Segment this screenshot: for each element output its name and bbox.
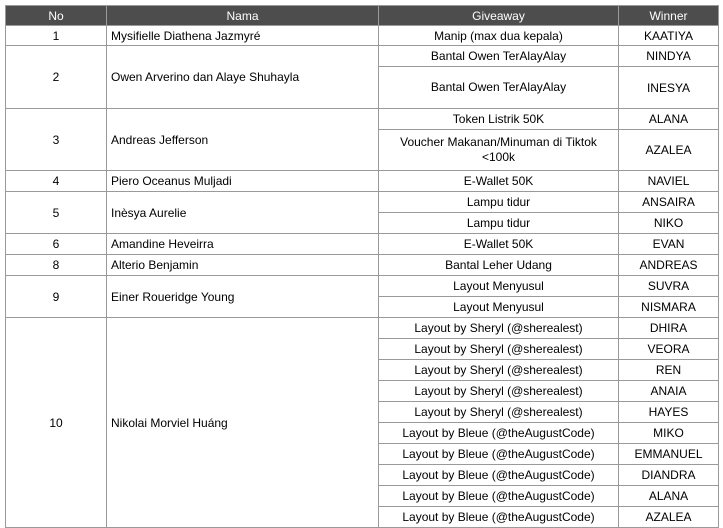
table-header [6, 6, 719, 26]
winner-name: NAVIEL [619, 171, 719, 192]
giveaway-item: Layout by Sheryl (@sherealest) [379, 402, 619, 423]
winner-name: ANAIA [619, 381, 719, 402]
participant-name: Nikolai Morviel Huáng [107, 318, 379, 528]
winner-name: NIKO [619, 213, 719, 234]
table-row [6, 234, 719, 255]
row-number: 10 [6, 318, 107, 528]
row-number: 5 [6, 192, 107, 234]
giveaway-item: Layout by Sheryl (@sherealest) [379, 318, 619, 339]
winner-name: SUVRA [619, 276, 719, 297]
winner-name: AZALEA [619, 507, 719, 528]
winner-name: NINDYA [619, 46, 719, 67]
giveaway-item: Layout Menyusul [379, 276, 619, 297]
header-giveaway: Giveaway [379, 6, 619, 26]
giveaway-table [5, 5, 719, 528]
row-number: 3 [6, 109, 107, 171]
winner-name: ALANA [619, 486, 719, 507]
winner-name: DIANDRA [619, 465, 719, 486]
giveaway-item: Lampu tidur [379, 213, 619, 234]
giveaway-item: Bantal Leher Udang [379, 255, 619, 276]
winner-name: ALANA [619, 109, 719, 130]
header-winner: Winner [619, 6, 719, 26]
participant-name: Einer Roueridge Young [107, 276, 379, 318]
row-number: 2 [6, 46, 107, 109]
participant-name: Owen Arverino dan Alaye Shuhayla [107, 46, 379, 109]
giveaway-item: Layout Menyusul [379, 297, 619, 318]
winner-name: EMMANUEL [619, 444, 719, 465]
participant-name: Piero Oceanus Muljadi [107, 171, 379, 192]
giveaway-item: Bantal Owen TerAlayAlay [379, 46, 619, 67]
winner-name: ANDREAS [619, 255, 719, 276]
winner-name: VEORA [619, 339, 719, 360]
winner-name: ANSAIRA [619, 192, 719, 213]
row-number: 1 [6, 26, 107, 46]
winner-name: HAYES [619, 402, 719, 423]
table-row [6, 109, 719, 130]
winner-name: INESYA [619, 67, 719, 109]
giveaway-item: Layout by Bleue (@theAugustCode) [379, 444, 619, 465]
participant-name: Amandine Heveirra [107, 234, 379, 255]
giveaway-item: Bantal Owen TerAlayAlay [379, 67, 619, 109]
winner-name: MIKO [619, 423, 719, 444]
winner-name: DHIRA [619, 318, 719, 339]
row-number: 9 [6, 276, 107, 318]
winner-name: REN [619, 360, 719, 381]
row-number: 6 [6, 234, 107, 255]
table-row [6, 171, 719, 192]
table-row [6, 318, 719, 339]
row-number: 8 [6, 255, 107, 276]
participant-name: Mysifielle Diathena Jazmyré [107, 26, 379, 46]
giveaway-item: Layout by Sheryl (@sherealest) [379, 381, 619, 402]
table-row [6, 26, 719, 46]
giveaway-item: Layout by Sheryl (@sherealest) [379, 339, 619, 360]
participant-name: Alterio Benjamin [107, 255, 379, 276]
giveaway-item: Token Listrik 50K [379, 109, 619, 130]
giveaway-item: Layout by Bleue (@theAugustCode) [379, 486, 619, 507]
giveaway-item: Layout by Bleue (@theAugustCode) [379, 423, 619, 444]
table-row [6, 192, 719, 213]
giveaway-item: Lampu tidur [379, 192, 619, 213]
giveaway-item: Layout by Sheryl (@sherealest) [379, 360, 619, 381]
giveaway-item: Layout by Bleue (@theAugustCode) [379, 507, 619, 528]
giveaway-item: E-Wallet 50K [379, 234, 619, 255]
table-body [6, 26, 719, 528]
row-number: 4 [6, 171, 107, 192]
table-row [6, 276, 719, 297]
winner-name: EVAN [619, 234, 719, 255]
table-row [6, 255, 719, 276]
winner-name: AZALEA [619, 130, 719, 171]
giveaway-item: Layout by Bleue (@theAugustCode) [379, 465, 619, 486]
table-row [6, 46, 719, 67]
header-no: No [6, 6, 107, 26]
winner-name: KAATIYA [619, 26, 719, 46]
header-nama: Nama [107, 6, 379, 26]
header-row [6, 6, 719, 26]
giveaway-item: Voucher Makanan/Minuman di Tiktok <100k [379, 130, 619, 171]
winner-name: NISMARA [619, 297, 719, 318]
participant-name: Andreas Jefferson [107, 109, 379, 171]
participant-name: Inèsya Aurelie [107, 192, 379, 234]
giveaway-item: E-Wallet 50K [379, 171, 619, 192]
giveaway-item: Manip (max dua kepala) [379, 26, 619, 46]
